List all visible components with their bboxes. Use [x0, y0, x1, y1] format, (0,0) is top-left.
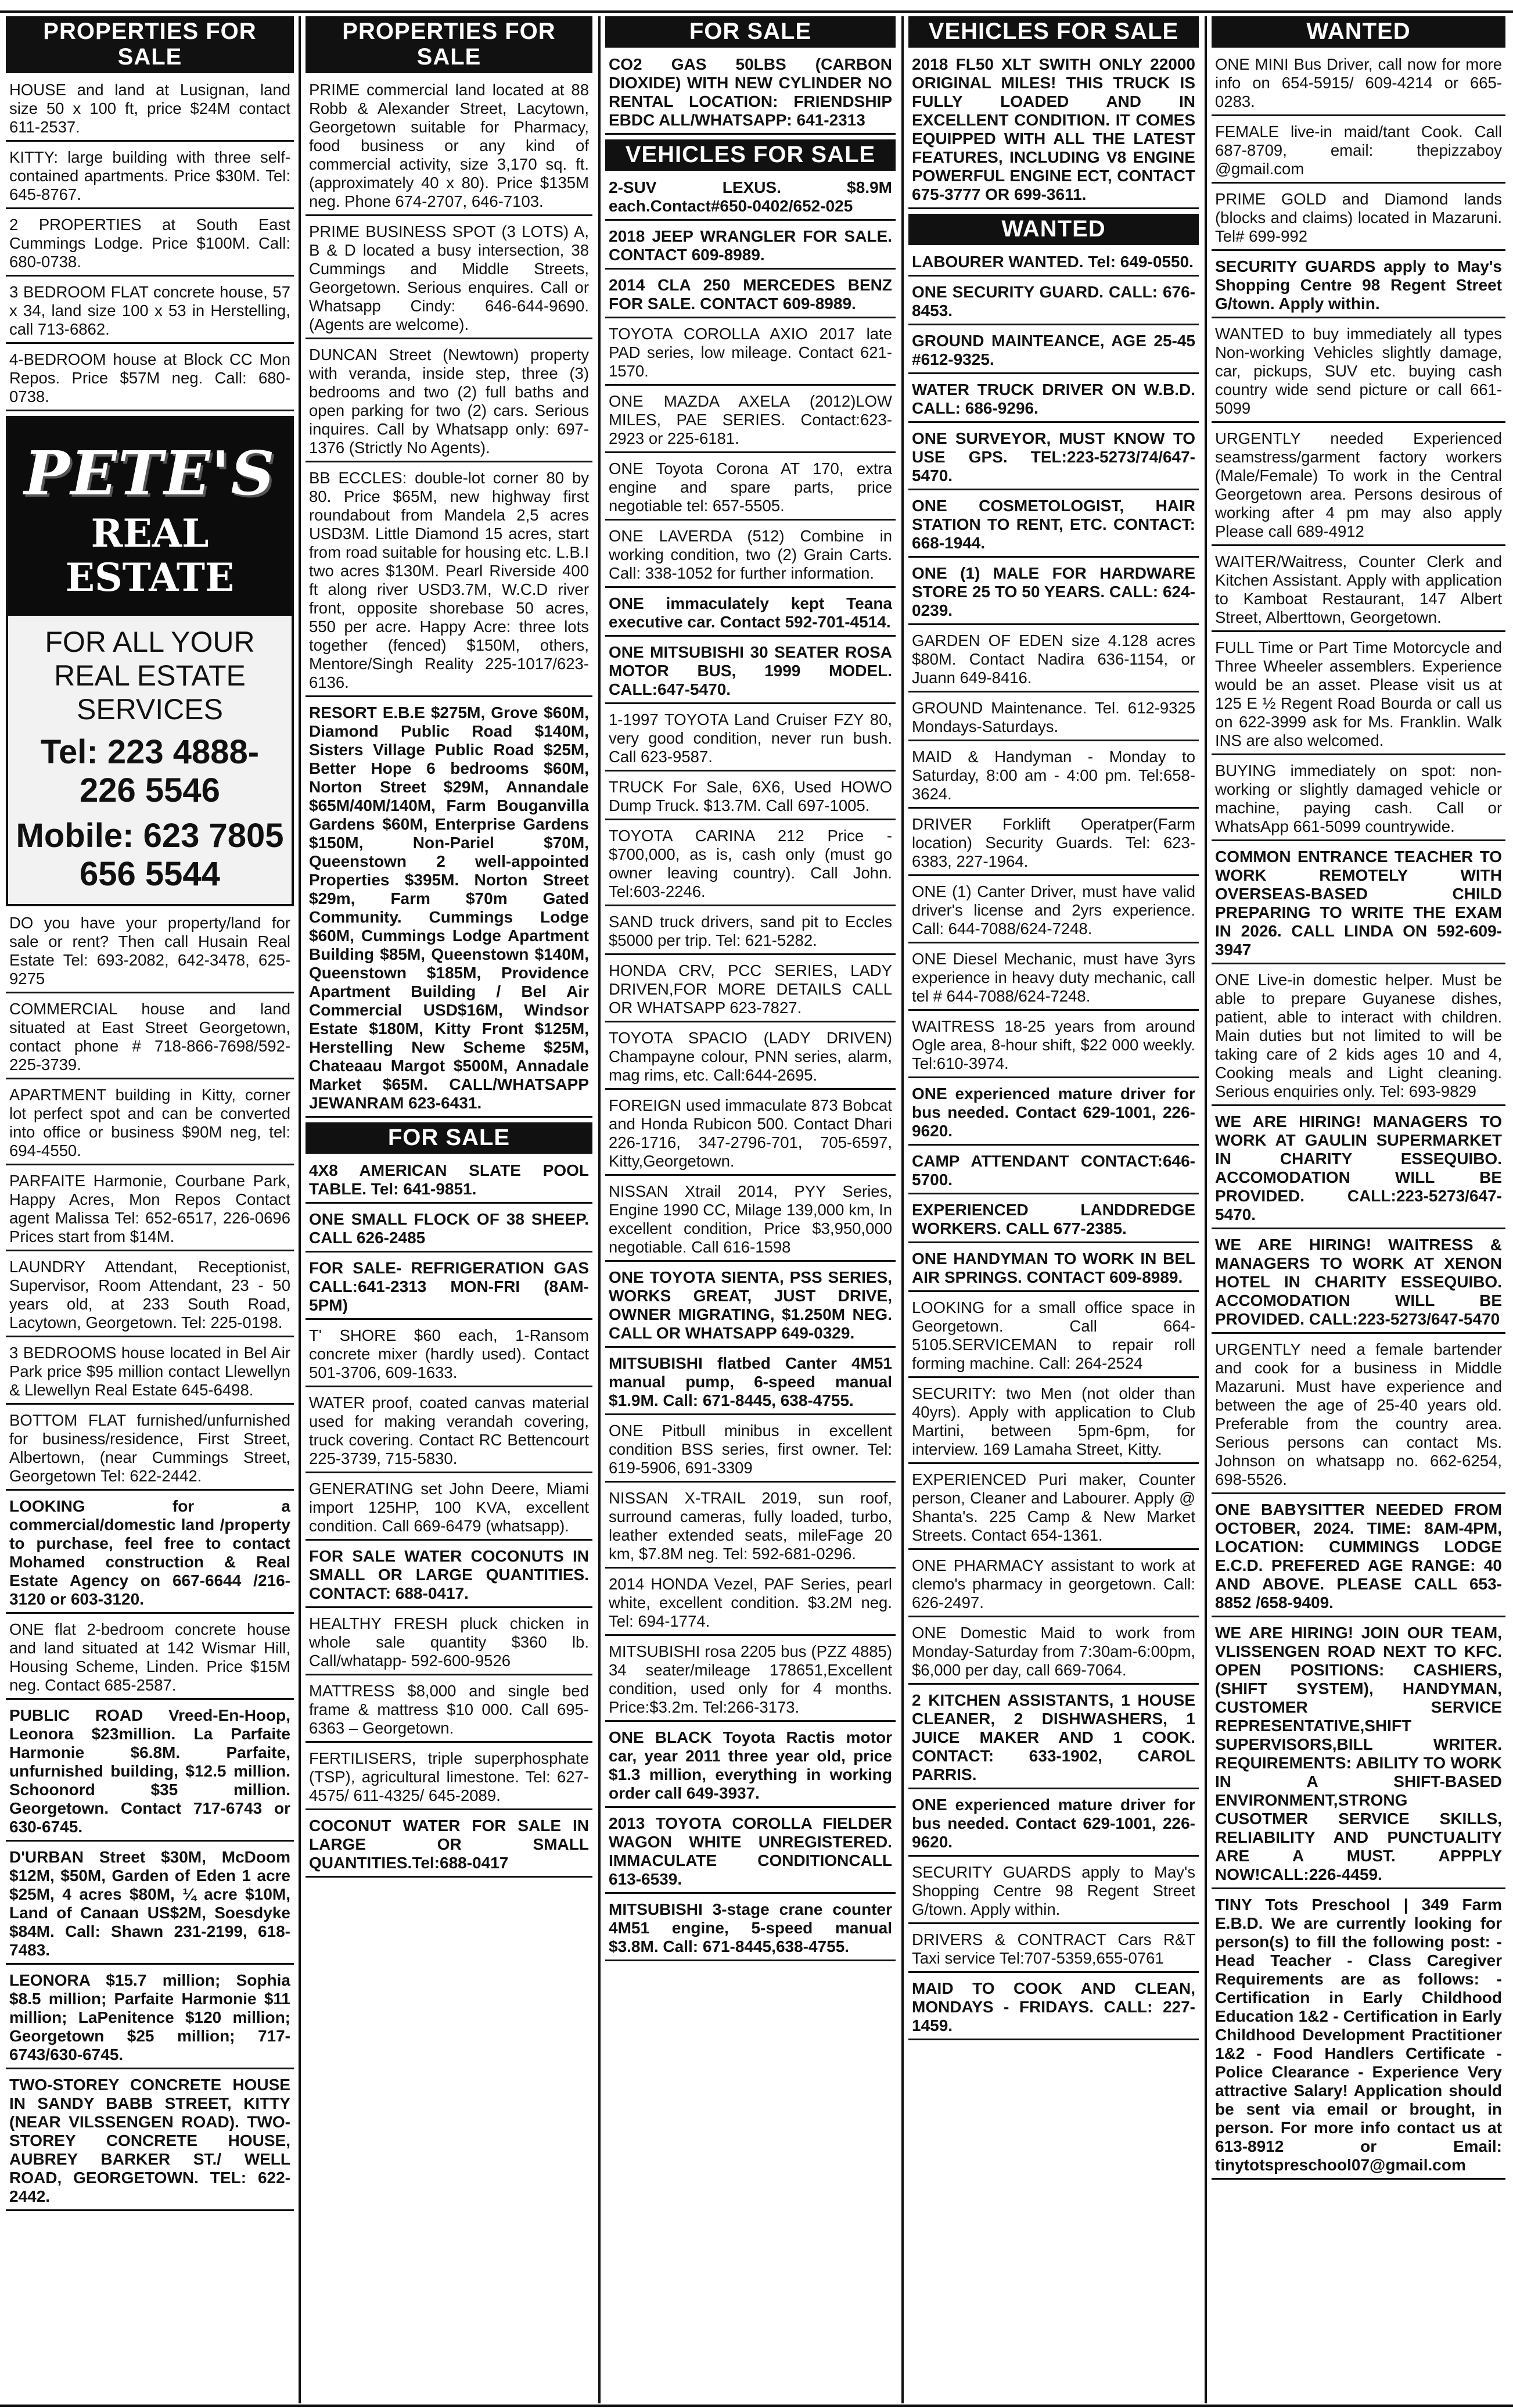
classified-ad: GENERATING set John Deere, Miami import 125HP, 100 KVA, excellent condition. Call 669-6479 (whatsapp).: [306, 1478, 592, 1541]
classified-ad: URGENTLY need a female bartender and cook for a business in Middle Mazaruni. Must have experience and between the age of 25-40 years old. Preferable from the country area. Serious persons can contact Ms. Johnson on whatsapp no. 662-6254, 698-5526.: [1212, 1338, 1505, 1494]
classified-ad: COCONUT WATER FOR SALE IN LARGE OR SMALL QUANTITIES.Tel:688-0417: [306, 1815, 592, 1878]
classified-ad: WATER TRUCK DRIVER ON W.B.D. CALL: 686-9296.: [908, 379, 1199, 423]
classified-ad: MAID & Handyman - Monday to Saturday, 8:00 am - 4:00 pm. Tel:658-3624.: [908, 746, 1199, 809]
classified-ad: PUBLIC ROAD Vreed-En-Hoop, Leonora $23million. La Parfaite Harmonie $6.8M. Parfaite, unfurnished building, $12.5 million. Schoonord $35 million. Georgetown. Contact 717-6743 or 630-6745.: [6, 1704, 294, 1842]
classified-ad: ONE LAVERDA (512) Combine in working condition, two (2) Grain Carts. Call: 338-1052 for further information.: [605, 525, 896, 588]
classified-ad: 1-1997 TOYOTA Land Cruiser FZY 80, very good condition, never run bush. Call 623-9587.: [605, 709, 896, 771]
classified-ad: TOYOTA COROLLA AXIO 2017 late PAD series, low mileage. Contact 621-1570.: [605, 323, 896, 386]
section-header: VEHICLES FOR SALE: [908, 16, 1199, 48]
classified-ad: BB ECCLES: double-lot corner 80 by 80. Price $65M, new highway first roundabout from Mandela 2,5 acres USD3M. Little Diamond 15 acres, start from road suitable for housing etc. L.B.I two acres $130M. Pearl Riverside 400 ft along river USD3.7M, W.C.D river front, opposite shorebase 50 acres, 550 per acre. Happy Acre: three lots together (fenced) $150M, others, Mentore/Singh Reality 225-1017/623-6136.: [306, 467, 592, 697]
column-divider: [1205, 16, 1207, 2403]
classified-ad: WATER proof, coated canvas material used for making verandah covering, truck covering. Contact RC Bettencourt 225-3739, 715-5830.: [306, 1392, 592, 1473]
classified-ad: SECURITY GUARDS apply to May's Shopping Centre 98 Regent Street G/town. Apply within.: [1212, 256, 1505, 318]
ad-list: [1212, 53, 1505, 2180]
classified-ad: SECURITY: two Men (not older than 40yrs). Apply with application to Club Martini, between 5pm-6pm, for interview. 169 Lamaha Street, Kitty.: [908, 1383, 1199, 1464]
classified-ad: FEMALE live-in maid/tant Cook. Call 687-8709, email: thepizzaboy @gmail.com: [1212, 121, 1505, 184]
classified-ad: URGENTLY needed Experienced seamstress/garment factory workers (Male/Female) To work in the Central Georgetown area. Persons desirous of working after 4 pm may also apply Please call 689-4912: [1212, 428, 1505, 546]
section-header: WANTED: [908, 214, 1199, 245]
classified-ad: T' SHORE $60 each, 1-Ransom concrete mixer (hardly used). Contact 501-3706, 609-1633.: [306, 1325, 592, 1387]
classified-ad: ONE immaculately kept Teana executive car. Contact 592-701-4514.: [605, 593, 896, 637]
classified-ad: ONE BABYSITTER NEEDED FROM OCTOBER, 2024. TIME: 8AM-4PM, LOCATION: CUMMINGS LODGE E.C.D. PREFERED AGE RANGE: 40 AND ABOVE. PLEASE CALL 653-8852 /658-9409.: [1212, 1499, 1505, 1617]
classified-ad: GARDEN OF EDEN size 4.128 acres $80M. Contact Nadira 636-1154, or Juann 649-8416.: [908, 630, 1199, 692]
classified-ad: GROUND Maintenance. Tel. 612-9325 Mondays-Saturdays.: [908, 697, 1199, 741]
classified-ad: LABOURER WANTED. Tel: 649-0550.: [908, 251, 1199, 277]
classified-ad: 2 KITCHEN ASSISTANTS, 1 HOUSE CLEANER, 2 DISHWASHERS, 1 JUICE MAKER AND 1 COOK. CONTACT: 633-1902, CAROL PARRIS.: [908, 1689, 1199, 1789]
classified-ad: FULL Time or Part Time Motorcycle and Three Wheeler assemblers. Experience would be an asset. Please visit us at 125 E ½ Regent Road Bourda or call us on 622-3999 ask for Ms. Franklin. Walk INS are also welcomed.: [1212, 637, 1505, 755]
section-header: FOR SALE: [306, 1122, 592, 1154]
classified-ad: 3 BEDROOM FLAT concrete house, 57 x 34, land size 100 x 53 in Herstelling, call 713-6862.: [6, 281, 294, 344]
classified-ad: PRIME GOLD and Diamond lands (blocks and claims) located in Mazaruni. Tel# 699-992: [1212, 188, 1505, 251]
ad-list: [6, 79, 294, 411]
classified-ad: TRUCK For Sale, 6X6, Used HOWO Dump Truck. $13.7M. Call 697-1005.: [605, 776, 896, 820]
classified-ad: HEALTHY FRESH pluck chicken in whole sale quantity $360 lb. Call/whatapp- 592-600-9526: [306, 1613, 592, 1675]
bottom-rule: [0, 2405, 1513, 2407]
classified-ad: PRIME commercial land located at 88 Robb & Alexander Street, Lacytown, Georgetown suitable for Pharmacy, food business or any kind of commercial activity, size 3,170 sq. ft. (approximately 40 x 80). Price $135M neg. Phone 674-2707, 646-7103.: [306, 79, 592, 216]
classified-ad: ONE MINI Bus Driver, call now for more info on 654-5915/ 609-4214 or 665-0283.: [1212, 53, 1505, 116]
classified-ad: 2014 HONDA Vezel, PAF Series, pearl white, excellent condition. $3.2M neg. Tel: 694-1774.: [605, 1573, 896, 1636]
classified-ad: 2018 FL50 XLT SWITH ONLY 22000 ORIGINAL MILES! THIS TRUCK IS FULLY LOADED AND IN EXCELLENT CONDITION. IT COMES EQUIPPED WITH ALL THE LATEST FEATURES, INCLUDING V8 ENGINE POWERFUL ENGINE ECT, CONTACT 675-3777 OR 699-3611.: [908, 53, 1199, 209]
classified-ad: FOREIGN used immaculate 873 Bobcat and Honda Rubicon 500. Contact Dhari 226-1716, 347-2796-701, 705-6597, Kitty,Georgetown.: [605, 1094, 896, 1176]
ad-list: [6, 912, 294, 2211]
classified-ad: ONE MITSUBISHI 30 SEATER ROSA MOTOR BUS, 1999 MODEL. CALL:647-5470.: [605, 641, 896, 704]
classified-ad: ONE SURVEYOR, MUST KNOW TO USE GPS. TEL:223-5273/74/647-5470.: [908, 428, 1199, 490]
classified-ad: ONE Toyota Corona AT 170, extra engine and spare parts, price negotiable tel: 657-5505.: [605, 458, 896, 521]
classified-ad: ONE flat 2-bedroom concrete house and land situated at 142 Wismar Hill, Housing Scheme, Linden. Price $15M neg. Contact 685-2587.: [6, 1619, 294, 1700]
ad-list: [306, 79, 592, 1118]
classified-ad: ONE HANDYMAN TO WORK IN BEL AIR SPRINGS. CONTACT 609-8989.: [908, 1248, 1199, 1292]
classified-ad: 3 BEDROOMS house located in Bel Air Park price $95 million contact Llewellyn & Llewellyn Real Estate 645-6498.: [6, 1342, 294, 1405]
classified-ad: RESORT E.B.E $275M, Grove $60M, Diamond Public Road $140M, Sisters Village Public Road $25M, Better Hope 6 bedrooms $60M, Norton Street $29M, Annandale $65M/40M/140M, Farm Bouganvilla Gardens $60M, Enterprise Gardens $150M, Non-Pariel $70M, Queenstown 2 well-appointed Properties $395M. Norton Street $29m, Farm $70m Gated Community. Cummings Lodge $60M, Cummings Lodge Apartment Building $85M, Queenstown $140M, Queenstown $185M, Providence Apartment Building / Bel Air Commercial USD$16M, Windsor Estate $180M, Kitty Front $125M, Herstelling New Scheme $25M, Chateaau Margot $500M, Annadale Market $65M. CALL/WHATSAPP JEWANRAM 623-6431.: [306, 702, 592, 1118]
classified-ad: FERTILISERS, triple superphosphate (TSP), agricultural limestone. Tel: 627-4575/ 611-4325/ 645-2089.: [306, 1747, 592, 1810]
classified-ad: 2-SUV LEXUS. $8.9M each.Contact#650-0402/652-025: [605, 177, 896, 221]
classified-ad: PARFAITE Harmonie, Courbane Park, Happy Acres, Mon Repos Contact agent Malissa Tel: 652-6517, 226-0696 Prices start from $14M.: [6, 1170, 294, 1251]
classified-ad: D'URBAN Street $30M, McDoom $12M, $50M, Garden of Eden 1 acre $25M, 4 acres $80M, ¼ acre $10M, Land of Canaan US$2M, Soesdyke $84M. Call: Shawn 231-2199, 618-7483.: [6, 1846, 294, 1965]
section-header: VEHICLES FOR SALE: [605, 139, 896, 171]
classified-ad: HONDA CRV, PCC SERIES, LADY DRIVEN,FOR MORE DETAILS CALL OR WHATSAPP 623-7827.: [605, 960, 896, 1022]
classified-ad: MAID TO COOK AND CLEAN, MONDAYS - FRIDAYS. CALL: 227-1459.: [908, 1978, 1199, 2040]
classified-ad: LEONORA $15.7 million; Sophia $8.5 million; Parfaite Harmonie $11 million; LaPenitence $120 million; Georgetown $25 million; 717-6743/630-6745.: [6, 1969, 294, 2069]
logo-mobile: Mobile: 623 7805 656 5544: [16, 817, 284, 893]
classified-ad: ONE Domestic Maid to work from Monday-Saturday from 7:30am-6:00pm, $6,000 per day, call 669-7064.: [908, 1622, 1199, 1685]
classified-ad: ONE SMALL FLOCK OF 38 SHEEP. CALL 626-2485: [306, 1208, 592, 1253]
classified-ad: LAUNDRY Attendant, Receptionist, Supervisor, Room Attendant, 23 - 50 years old, at 233 South Road, Lacytown, Georgetown. Tel: 225-0198.: [6, 1256, 294, 1337]
classified-ad: CAMP ATTENDANT CONTACT:646-5700.: [908, 1150, 1199, 1194]
logo-telephone: Tel: 223 4888-226 5546: [40, 733, 260, 809]
classified-ad: BUYING immediately on spot: non-working or slightly damaged vehicle or machine, paying cash. Call or WhatsApp 661-5099 countrywide.: [1212, 760, 1505, 841]
classified-ad: ONE experienced mature driver for bus needed. Contact 629-1001, 226-9620.: [908, 1794, 1199, 1857]
classified-ad: WAITRESS 18-25 years from around Ogle area, 8-hour shift, $22 000 weekly. Tel:610-3974.: [908, 1015, 1199, 1078]
ad-list: [908, 53, 1199, 209]
classified-ad: EXPERIENCED Puri maker, Counter person, Cleaner and Labourer. Apply @ Shanta's. 225 Camp & New Market Streets. Contact 654-1361.: [908, 1469, 1199, 1550]
classified-ad: ONE SECURITY GUARD. CALL: 676-8453.: [908, 281, 1199, 325]
classified-ad: DRIVER Forklift Operatper(Farm location) Security Guards. Tel: 623-6383, 227-1964.: [908, 813, 1199, 876]
classified-ad: MITSUBISHI 3-stage crane counter 4M51 engine, 5-speed manual $3.8M. Call: 671-8445,638-4755.: [605, 1899, 896, 1961]
classified-ad: MITSUBISHI rosa 2205 bus (PZZ 4885) 34 seater/mileage 178651,Excellent condition, used only for 4 months. Price:$3.2m. Tel:266-3173.: [605, 1641, 896, 1722]
classified-ad: ONE Live-in domestic helper. Must be able to prepare Guyanese dishes, patient, able to interact with children. Main duties but not limited to will be taking care of 2 kids ages 10 and 4, Cooking meals and Light cleaning. Serious enquiries only. Tel: 693-9829: [1212, 969, 1505, 1106]
classified-ad: COMMON ENTRANCE TEACHER TO WORK REMOTELY WITH OVERSEAS-BASED CHILD PREPARING TO WRITE THE EXAM IN 2026. CALL LINDA ON 592-609-3947: [1212, 846, 1505, 964]
classified-ad: WE ARE HIRING! MANAGERS TO WORK AT GAULIN SUPERMARKET IN CHARITY ESSEQUIBO. ACCOMODATION WILL BE PROVIDED. CALL:223-5273/647-5470.: [1212, 1111, 1505, 1229]
ad-list: [605, 177, 896, 1961]
classified-ad: 2014 CLA 250 MERCEDES BENZ FOR SALE. CONTACT 609-8989.: [605, 274, 896, 318]
classified-ad: TINY Tots Preschool | 349 Farm E.B.D. We are currently looking for person(s) to fill the following post: - Head Teacher - Class Caregiver Requirements are as follows: - Certification in Early Childhood Education 1&2 - Certification in Early Childhood Development Practitioner 1&2 - Food Handlers Certificate - Police Clearance - Experience Very attractive Salary! Application should be sent via email or brought, in person. For more info contact us at 613-8912 or Email: tinytotspreschool07@gmail.com: [1212, 1894, 1505, 2180]
section-header: PROPERTIES FOR SALE: [306, 16, 592, 73]
classified-ad: ONE TOYOTA SIENTA, PSS SERIES, WORKS GREAT, JUST DRIVE, OWNER MIGRATING, $1.250M NEG. CALL OR WHATSAPP 649-0329.: [605, 1266, 896, 1348]
column-divider: [901, 16, 904, 2403]
classified-ad: ONE BLACK Toyota Ractis motor car, year 2011 three year old, price $1.3 million, everything in working order call 649-3937.: [605, 1727, 896, 1808]
classified-ad: ONE Diesel Mechanic, must have 3yrs experience in heavy duty mechanic, call tel # 644-7088/624-7248.: [908, 948, 1199, 1011]
classified-ad: DO you have your property/land for sale or rent? Then call Husain Real Estate Tel: 693-2082, 642-3478, 625-9275: [6, 912, 294, 993]
logo-subtitle: REAL ESTATE: [65, 511, 235, 600]
classified-ad: WE ARE HIRING! WAITRESS & MANAGERS TO WORK AT XENON HOTEL IN CHARITY ESSEQUIBO. ACCOMODATION WILL BE PROVIDED. CALL:223-5273/647-5470: [1212, 1234, 1505, 1334]
classified-ad: 2 PROPERTIES at South East Cummings Lodge. Price $100M. Call: 680-0738.: [6, 214, 294, 277]
classified-ad: ONE COSMETOLOGIST, HAIR STATION TO RENT, ETC. CONTACT: 668-1944.: [908, 495, 1199, 558]
column-divider: [598, 16, 601, 2403]
column-for-sale: [605, 16, 896, 2403]
classified-ad: HOUSE and land at Lusignan, land size 50 x 100 ft, price $24M contact 611-2537.: [6, 79, 294, 142]
classified-ad: WANTED to buy immediately all types Non-working Vehicles slightly damage, car, pickups, SUV etc. buying cash country wide send picture or call 661-5099: [1212, 323, 1505, 423]
column-divider: [299, 16, 301, 2403]
top-rule: [0, 10, 1513, 13]
classified-ad: TWO-STOREY CONCRETE HOUSE IN SANDY BABB STREET, KITTY (NEAR VILSSENGEN ROAD). TWO-STOREY CONCRETE HOUSE, AUBREY BARKER ST./ WELL ROAD, GEORGETOWN. TEL: 622-2442.: [6, 2074, 294, 2211]
classified-ad: 4-BEDROOM house at Block CC Mon Repos. Price $57M neg. Call: 680-0738.: [6, 349, 294, 411]
column-properties-2: [306, 16, 592, 2403]
classified-ad: EXPERIENCED LANDDREDGE WORKERS. CALL 677-2385.: [908, 1199, 1199, 1243]
classified-ad: KITTY: large building with three self-contained apartments. Price $30M. Tel: 645-8767.: [6, 146, 294, 209]
classified-ad: 2018 JEEP WRANGLER FOR SALE. CONTACT 609-8989.: [605, 225, 896, 270]
section-header: WANTED: [1212, 16, 1505, 48]
column-properties-1: [6, 16, 294, 2403]
classified-ad: ONE MAZDA AXELA (2012)LOW MILES, PAE SERIES. Contact:623-2923 or 225-6181.: [605, 390, 896, 453]
classified-ad: ONE (1) Canter Driver, must have valid driver's license and 2yrs experience. Call: 644-7088/624-7248.: [908, 881, 1199, 943]
classified-ad: 4X8 AMERICAN SLATE POOL TABLE. Tel: 641-9851.: [306, 1160, 592, 1204]
classified-ad: SAND truck drivers, sand pit to Eccles $5000 per trip. Tel: 621-5282.: [605, 911, 896, 955]
classified-ad: 2013 TOYOTA COROLLA FIELDER WAGON WHITE UNREGISTERED. IMMACULATE CONDITIONCALL 613-6539.: [605, 1813, 896, 1894]
section-header: PROPERTIES FOR SALE: [6, 16, 294, 73]
classified-ad: WE ARE HIRING! JOIN OUR TEAM, VLISSENGEN ROAD NEXT TO KFC. OPEN POSITIONS: CASHIERS, (SHIFT SYSTEM), HANDYMAN, CUSTOMER SERVICE REPRESENTATIVE,SHIFT SUPERVISORS,BILL WRITER. REQUIREMENTS: ABILITY TO WORK IN A SHIFT-BASED ENVIRONMENT,STRONG CUSOTMER SERVICE SKILLS, RELIABILITY AND PUNCTUALITY ARE A MUST. APPPLY NOW!CALL:226-4459.: [1212, 1622, 1505, 1889]
classified-ad: GROUND MAINTEANCE, AGE 25-45 #612-9325.: [908, 330, 1199, 374]
classified-ad: APARTMENT building in Kitty, corner lot perfect spot and can be converted into office or business $90M neg, tel: 694-4550.: [6, 1084, 294, 1165]
classified-ad: DRIVERS & CONTRACT Cars R&T Taxi service Tel:707-5359,655-0761: [908, 1929, 1199, 1973]
classified-ad: TOYOTA CARINA 212 Price - $700,000, as is, cash only (must go owner leaving country). Call John. Tel:603-2246.: [605, 825, 896, 906]
section-header: FOR SALE: [605, 16, 896, 48]
classified-ad: FOR SALE WATER COCONUTS IN SMALL OR LARGE QUANTITIES. CONTACT: 688-0417.: [306, 1545, 592, 1608]
classified-ad: NISSAN Xtrail 2014, PYY Series, Engine 1990 CC, Milage 139,000 km, In excellent condition, Price $3,950,000 negotiable. Call 616-1598: [605, 1180, 896, 1262]
classified-ad: SECURITY GUARDS apply to May's Shopping Centre 98 Regent Street G/town. Apply within.: [908, 1861, 1199, 1924]
column-wanted: [1212, 16, 1505, 2403]
logo-tagline: FOR ALL YOUR REAL ESTATE SERVICES: [45, 626, 255, 726]
classified-ad: WAITER/Waitress, Counter Clerk and Kitchen Assistant. Apply with application to Kamboat Restaurant, 147 Albert Street, Alberttown, Georgetown.: [1212, 551, 1505, 632]
classified-ad: MITSUBISHI flatbed Canter 4M51 manual pump, 6-speed manual $1.9M. Call: 671-8445, 638-4755.: [605, 1352, 896, 1415]
ad-list: [306, 1160, 592, 1878]
classified-ad: ONE experienced mature driver for bus needed. Contact 629-1001, 226-9620.: [908, 1083, 1199, 1146]
classified-ad: COMMERCIAL house and land situated at East Street Georgetown, contact phone # 718-866-7698/592-225-3739.: [6, 998, 294, 1079]
classified-ad: PRIME BUSINESS SPOT (3 LOTS) A, B & D located a busy intersection, 38 Cummings and Middle Streets, Georgetown. Serious enquires. Call or Whatsapp Cindy: 646-644-9690. (Agents are welcome).: [306, 221, 592, 339]
classified-ad: DUNCAN Street (Newtown) property with veranda, inside step, three (3) bedrooms and two (2) full baths and open parking for two (2) cars. Serious inquires. Call by Whatsapp only: 697-1376 (Strictly No Agents).: [306, 344, 592, 462]
classified-ad: NISSAN X-TRAIL 2019, sun roof, surround cameras, fully loaded, turbo, leather extended seats, mileFage 20 km, $7.8M neg. Tel: 592-681-0296.: [605, 1487, 896, 1569]
classified-ad: LOOKING for a small office space in Georgetown. Call 664-5105.SERVICEMAN to repair roll forming machine. Call: 264-2524: [908, 1297, 1199, 1378]
classified-ad: FOR SALE- REFRIGERATION GAS CALL:641-2313 MON-FRI (8AM-5PM): [306, 1257, 592, 1320]
ad-list: [605, 53, 896, 135]
classified-ad: ONE Pitbull minibus in excellent condition BSS series, first owner. Tel: 619-5906, 691-3309: [605, 1420, 896, 1483]
classified-ad: BOTTOM FLAT furnished/unfurnished for business/residence, First Street, Albertown, (near Cummings Street, Georgetown Tel: 622-2442.: [6, 1409, 294, 1491]
classified-ad: LOOKING for a commercial/domestic land /property to purchase, feel free to contact Mohamed construction & Real Estate Agency on 667-6644 /216-3120 or 603-3120.: [6, 1495, 294, 1614]
petes-real-estate-logo: [6, 416, 294, 906]
logo-name: PETE'S: [24, 437, 276, 509]
classified-ad: ONE PHARMACY assistant to work at clemo's pharmacy in georgetown. Call: 626-2497.: [908, 1555, 1199, 1617]
classified-ad: TOYOTA SPACIO (LADY DRIVEN) Champayne colour, PNN series, alarm, mag rims, etc. Call:644-2695.: [605, 1027, 896, 1090]
ad-list: [908, 251, 1199, 2040]
column-vehicles-wanted: [908, 16, 1199, 2403]
classified-ad: MATTRESS $8,000 and single bed frame & mattress $10 000. Call 695-6363 – Georgetown.: [306, 1680, 592, 1743]
classified-ad: ONE (1) MALE FOR HARDWARE STORE 25 TO 50 YEARS. CALL: 624-0239.: [908, 562, 1199, 625]
classified-ad: CO2 GAS 50LBS (CARBON DIOXIDE) WITH NEW CYLINDER NO RENTAL LOCATION: FRIENDSHIP EBDC ALL/WHATSAPP: 641-2313: [605, 53, 896, 135]
